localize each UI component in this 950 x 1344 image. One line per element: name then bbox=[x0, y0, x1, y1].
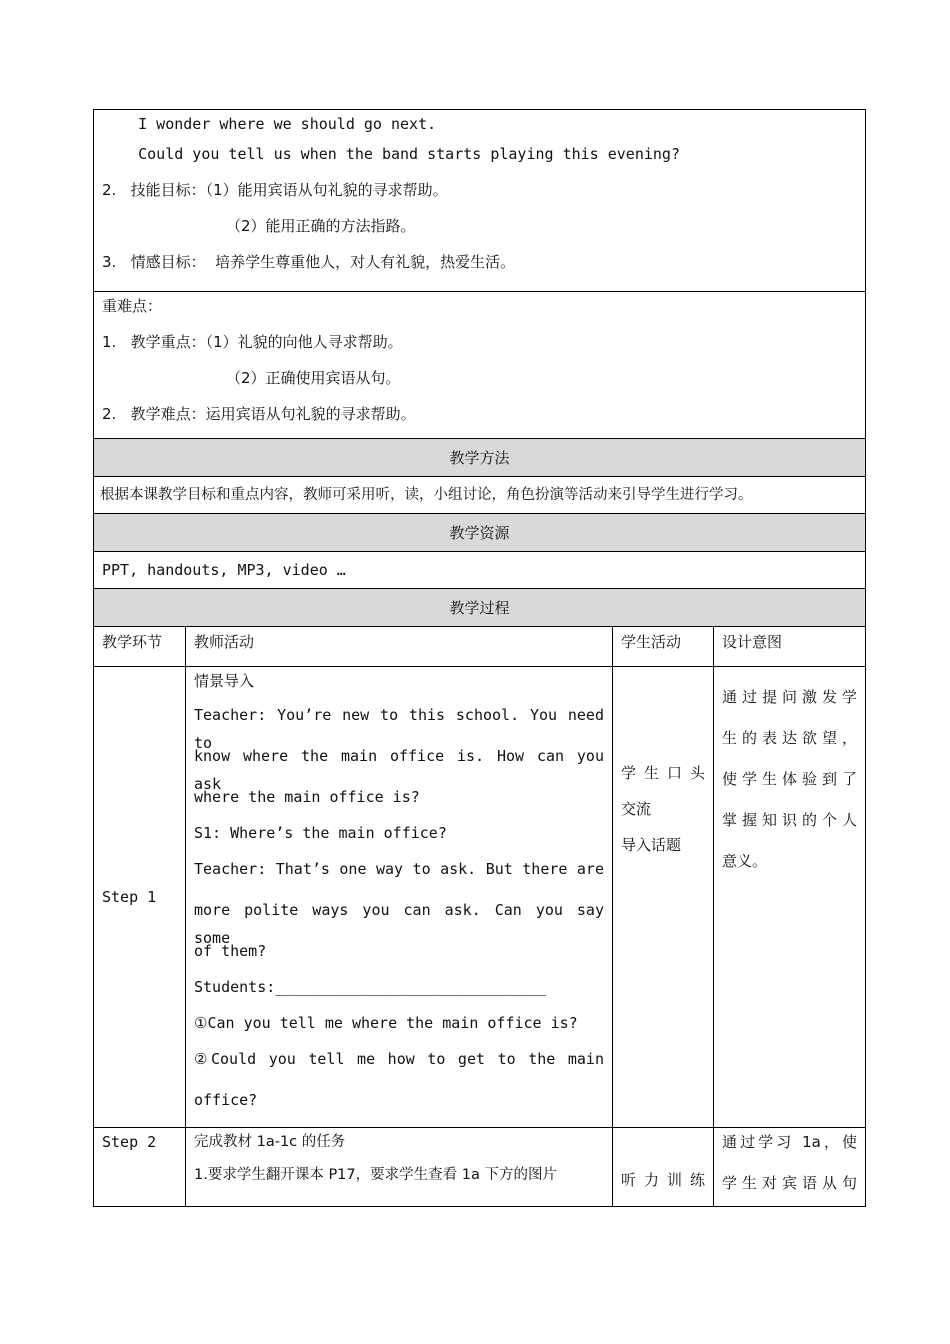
teacher-activity-cell bbox=[186, 1128, 613, 1207]
process-heading-row bbox=[94, 589, 866, 627]
design-intent-cell bbox=[714, 1128, 866, 1207]
teacher-line: 1.要求学生翻开课本 P17，要求学生查看 1a 下方的图片 bbox=[194, 1167, 557, 1183]
intent-line: 通过学习 1a，使 bbox=[722, 1133, 858, 1151]
column-header-intent: 设计意图 bbox=[714, 627, 866, 667]
student-activity-cell bbox=[613, 667, 714, 1128]
student-line: 导入话题 bbox=[621, 836, 682, 854]
student-line: 听 力 训 练 bbox=[621, 1171, 705, 1189]
key-points-cell bbox=[94, 292, 866, 439]
teacher-line: 完成教材 1a-1c 的任务 bbox=[194, 1134, 346, 1150]
teacher-line: 情景导入 bbox=[194, 672, 255, 690]
intent-line: 学生对宾语从句 bbox=[722, 1174, 858, 1192]
column-header-student: 学生活动 bbox=[613, 627, 714, 667]
objective-line: （2）能用正确的方法指路。 bbox=[102, 217, 416, 235]
teacher-line: of them? bbox=[194, 942, 267, 960]
key-point-line: 重难点： bbox=[102, 297, 163, 315]
column-header-teacher: 教师活动 bbox=[186, 627, 613, 667]
teacher-line: Teacher: That’s one way to ask. But there are bbox=[194, 860, 604, 878]
table-row bbox=[94, 667, 866, 1128]
resources-heading: 教学资源 bbox=[94, 514, 866, 552]
resources-text: PPT, handouts, MP3, video … bbox=[94, 552, 866, 589]
resources-heading-row bbox=[94, 514, 866, 552]
process-column-headers bbox=[94, 627, 866, 667]
teacher-line: Students:______________________________ bbox=[194, 978, 547, 996]
table-row bbox=[94, 1128, 866, 1207]
intent-line: 生的表达欲望， bbox=[722, 729, 858, 747]
objectives-row bbox=[94, 110, 866, 292]
teacher-line: know where the main office is. How can you ask bbox=[194, 747, 604, 793]
teacher-activity-cell bbox=[186, 667, 613, 1128]
objective-line: 3. 情感目标： 培养学生尊重他人，对人有礼貌，热爱生活。 bbox=[102, 253, 516, 271]
process-heading: 教学过程 bbox=[94, 589, 866, 627]
key-point-line: 1. 教学重点：（1）礼貌的向他人寻求帮助。 bbox=[102, 333, 403, 351]
student-line: 学 生 口 头 bbox=[621, 764, 705, 782]
student-activity-cell bbox=[613, 1128, 714, 1207]
method-text: 根据本课教学目标和重点内容，教师可采用听，读，小组讨论，角色扮演等活动来引导学生进行学习。 bbox=[94, 477, 866, 514]
teacher-line: more polite ways you can ask. Can you say some bbox=[194, 901, 604, 947]
student-line: 交流 bbox=[621, 800, 652, 818]
teacher-line: S1: Where’s the main office? bbox=[194, 824, 447, 842]
lesson-plan-page bbox=[93, 109, 865, 1207]
key-points-row bbox=[94, 292, 866, 439]
objective-line: Could you tell us when the band starts playing this evening? bbox=[102, 145, 680, 163]
intent-line: 通过提问激发学 bbox=[722, 688, 858, 706]
teacher-line: ②Could you tell me how to get to the main bbox=[194, 1050, 604, 1068]
teacher-line: Teacher: You’re new to this school. You need to bbox=[194, 706, 604, 752]
intent-line: 使学生体验到了 bbox=[722, 770, 858, 788]
intent-line: 意义。 bbox=[722, 852, 768, 870]
key-point-line: （2）正确使用宾语从句。 bbox=[102, 369, 401, 387]
lesson-plan-table bbox=[93, 109, 866, 1207]
method-heading-row bbox=[94, 439, 866, 477]
objective-line: I wonder where we should go next. bbox=[102, 115, 437, 133]
method-heading: 教学方法 bbox=[94, 439, 866, 477]
column-header-stage: 教学环节 bbox=[94, 627, 186, 667]
intent-line: 掌握知识的个人 bbox=[722, 811, 858, 829]
resources-row bbox=[94, 552, 866, 589]
step-label: Step 1 bbox=[94, 667, 186, 1128]
teacher-line: office? bbox=[194, 1091, 258, 1109]
teacher-line: ①Can you tell me where the main office is? bbox=[194, 1014, 578, 1032]
objectives-cell bbox=[94, 110, 866, 292]
design-intent-cell bbox=[714, 667, 866, 1128]
teacher-line: where the main office is? bbox=[194, 788, 420, 806]
step-label: Step 2 bbox=[94, 1128, 186, 1207]
method-row bbox=[94, 477, 866, 514]
key-point-line: 2. 教学难点：运用宾语从句礼貌的寻求帮助。 bbox=[102, 405, 416, 423]
objective-line: 2. 技能目标：（1）能用宾语从句礼貌的寻求帮助。 bbox=[102, 181, 448, 199]
